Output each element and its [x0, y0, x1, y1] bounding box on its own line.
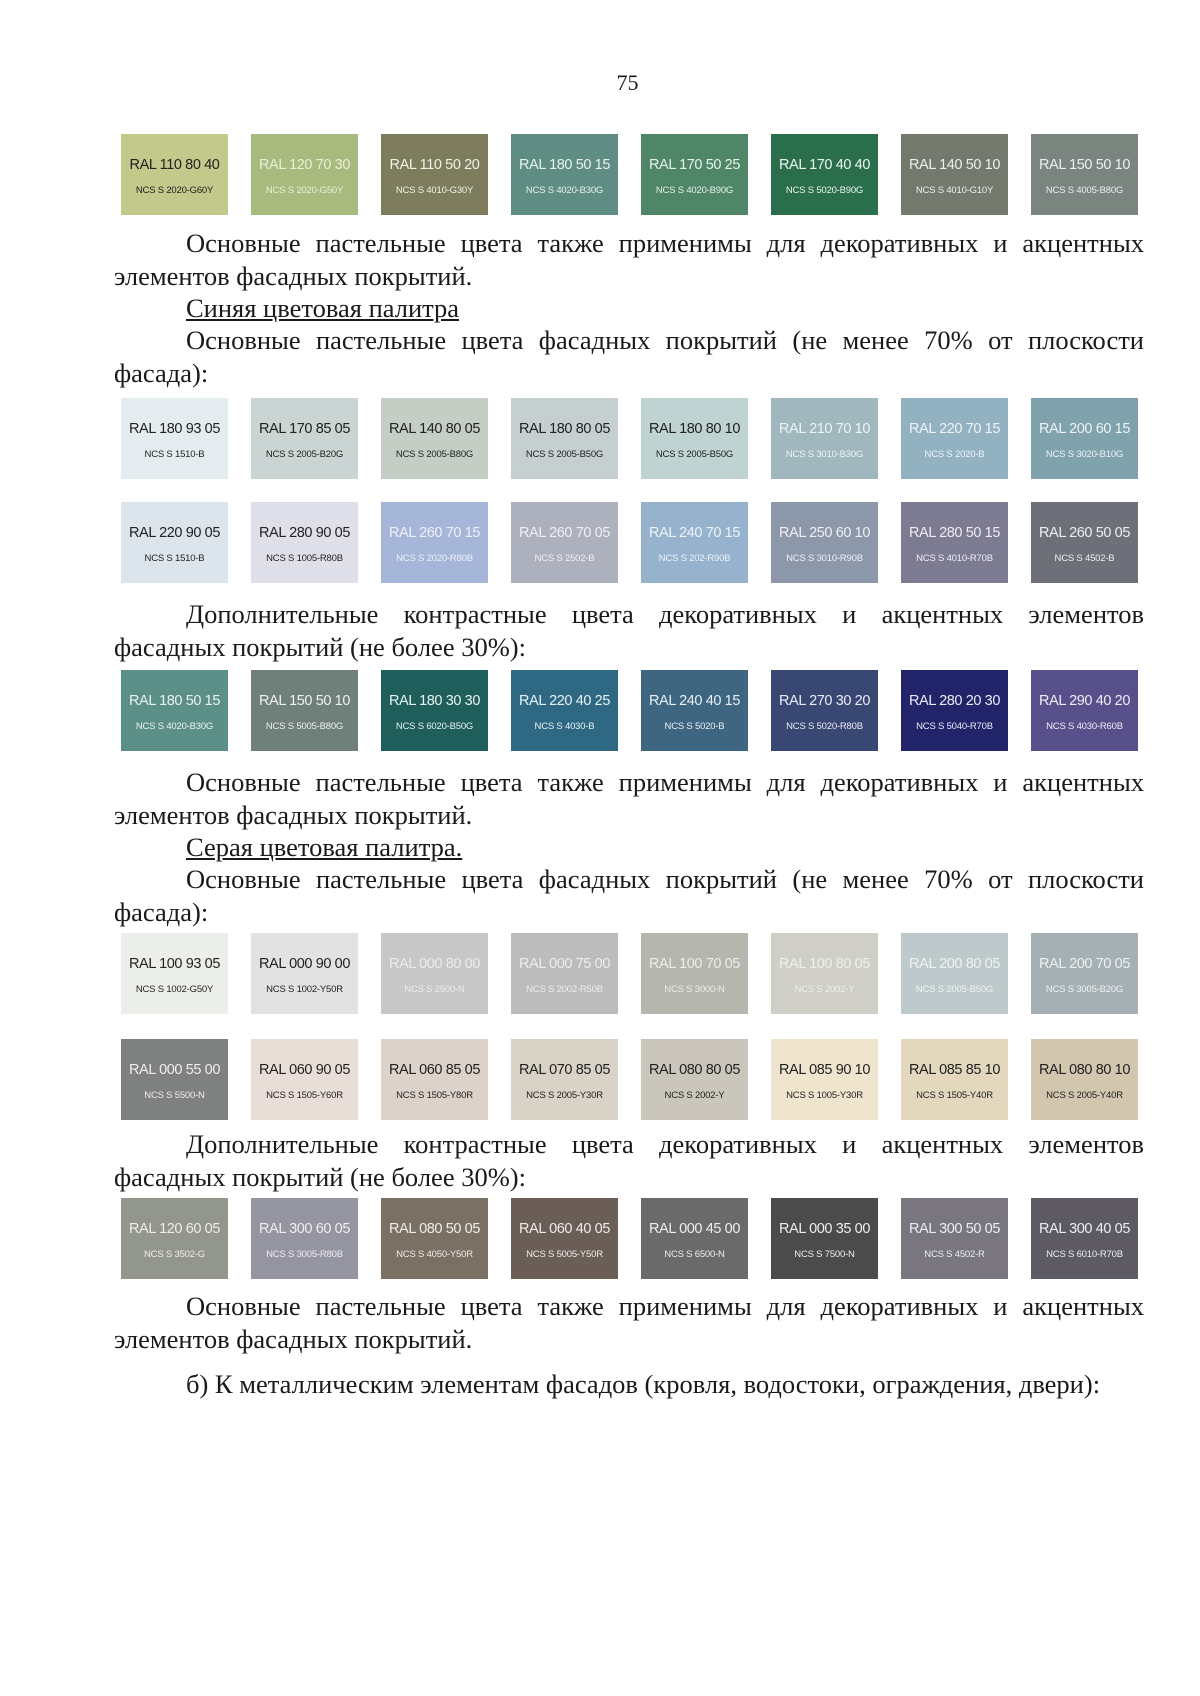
color-swatch	[771, 670, 878, 751]
ral-code: RAL 060 40 05	[518, 1221, 610, 1237]
page-number: 75	[616, 70, 639, 95]
ncs-code: NCS S 2020-G60Y	[135, 185, 214, 196]
color-swatch	[901, 933, 1008, 1014]
ncs-code: NCS S 3020-B10G	[1045, 449, 1124, 460]
ncs-code: NCS S 4502-R	[924, 1249, 985, 1260]
ral-code: RAL 300 50 05	[908, 1221, 1000, 1237]
ncs-code: NCS S 5020-B90G	[785, 185, 864, 196]
swatch-row-green-accent	[121, 134, 1138, 215]
ncs-code: NCS S 3010-B30G	[785, 449, 864, 460]
ncs-code: NCS S 2002-R50B	[526, 984, 603, 995]
ral-code: RAL 150 50 10	[258, 693, 350, 709]
color-swatch	[641, 1039, 748, 1120]
ral-code: RAL 250 60 10	[778, 525, 870, 541]
color-swatch	[121, 1039, 228, 1120]
section-heading-grey: Серая цветовая палитра.	[186, 832, 463, 862]
paragraph: Основные пастельные цвета фасадных покрытий (не менее 70% от плоскости фасада):	[114, 864, 1144, 927]
color-swatch	[511, 933, 618, 1014]
ral-code: RAL 000 80 00	[388, 956, 480, 972]
ncs-code: NCS S 2005-B20G	[265, 449, 344, 460]
color-swatch	[511, 502, 618, 583]
ral-code: RAL 220 90 05	[128, 525, 220, 541]
ral-code: RAL 120 70 30	[258, 157, 350, 173]
paragraph: Основные пастельные цвета также применимы для декоративных и акцентных элементов фасадных покрытий.	[114, 1291, 1144, 1354]
ncs-code: NCS S 3000-N	[664, 984, 725, 995]
swatch-row-blue-main-2	[121, 502, 1138, 583]
ral-code: RAL 300 60 05	[258, 1221, 350, 1237]
color-swatch	[1031, 502, 1138, 583]
ncs-code: NCS S 2005-Y40R	[1046, 1090, 1123, 1101]
ral-code: RAL 270 30 20	[778, 693, 870, 709]
ncs-code: NCS S 5020-R80B	[786, 721, 863, 732]
color-swatch	[511, 398, 618, 479]
color-swatch	[121, 398, 228, 479]
ncs-code: NCS S 3502-G	[144, 1249, 205, 1260]
ncs-code: NCS S 1005-R80B	[266, 553, 343, 564]
ncs-code: NCS S 1002-G50Y	[135, 984, 214, 995]
color-swatch	[381, 134, 488, 215]
ral-code: RAL 260 50 05	[1038, 525, 1130, 541]
ral-code: RAL 110 80 40	[129, 157, 220, 173]
color-swatch	[901, 1198, 1008, 1279]
color-swatch	[121, 1198, 228, 1279]
ral-code: RAL 280 50 15	[908, 525, 1000, 541]
color-swatch	[381, 1198, 488, 1279]
ncs-code: NCS S 4005-B80G	[1045, 185, 1124, 196]
color-swatch	[641, 933, 748, 1014]
paragraph: б) К металлическим элементам фасадов (кровля, водостоки, ограждения, двери):	[186, 1369, 1101, 1399]
ncs-code: NCS S 6500-N	[664, 1249, 725, 1260]
color-swatch	[641, 670, 748, 751]
ral-code: RAL 240 40 15	[648, 693, 740, 709]
ncs-code: NCS S 7500-N	[794, 1249, 855, 1260]
color-swatch	[771, 134, 878, 215]
ncs-code: NCS S 5005-B80G	[265, 721, 344, 732]
ral-code: RAL 060 85 05	[388, 1062, 480, 1078]
ncs-code: NCS S 2005-B50G	[655, 449, 734, 460]
ncs-code: NCS S 2500-N	[404, 984, 465, 995]
color-swatch	[381, 670, 488, 751]
color-swatch	[251, 398, 358, 479]
color-swatch	[121, 670, 228, 751]
color-swatch	[251, 134, 358, 215]
ncs-code: NCS S 1510-B	[144, 553, 205, 564]
ncs-code: NCS S 3005-B20G	[1045, 984, 1124, 995]
ral-code: RAL 120 60 05	[128, 1221, 220, 1237]
ral-code: RAL 140 80 05	[388, 421, 480, 437]
color-swatch	[381, 502, 488, 583]
ncs-code: NCS S 4010-G30Y	[395, 185, 474, 196]
ncs-code: NCS S 4502-B	[1054, 553, 1115, 564]
ral-code: RAL 100 93 05	[128, 956, 220, 972]
ncs-code: NCS S 1005-Y30R	[786, 1090, 863, 1101]
ncs-code: NCS S 4020-B30G	[525, 185, 604, 196]
ral-code: RAL 110 50 20	[389, 157, 480, 173]
color-swatch	[121, 502, 228, 583]
ral-code: RAL 000 55 00	[128, 1062, 220, 1078]
ral-code: RAL 260 70 05	[518, 525, 610, 541]
ncs-code: NCS S 2005-Y30R	[526, 1090, 603, 1101]
ral-code: RAL 180 93 05	[128, 421, 220, 437]
color-swatch	[381, 398, 488, 479]
color-swatch	[121, 134, 228, 215]
ral-code: RAL 260 70 15	[388, 525, 480, 541]
ral-code: RAL 150 50 10	[1038, 157, 1130, 173]
color-swatch	[1031, 933, 1138, 1014]
ral-code: RAL 200 80 05	[908, 956, 1000, 972]
ral-code: RAL 200 70 05	[1038, 956, 1130, 972]
ncs-code: NCS S 1505-Y60R	[266, 1090, 343, 1101]
ral-code: RAL 180 50 15	[518, 157, 610, 173]
ncs-code: NCS S 1505-Y80R	[396, 1090, 473, 1101]
color-swatch	[641, 134, 748, 215]
ncs-code: NCS S 2005-B50G	[915, 984, 994, 995]
color-swatch	[771, 502, 878, 583]
ncs-code: NCS S 4020-B90G	[655, 185, 734, 196]
color-swatch	[381, 933, 488, 1014]
ncs-code: NCS S 5040-R70B	[916, 721, 993, 732]
color-swatch	[641, 398, 748, 479]
ral-code: RAL 180 80 10	[648, 421, 740, 437]
color-swatch	[251, 1039, 358, 1120]
ncs-code: NCS S 6010-R70B	[1046, 1249, 1123, 1260]
ral-code: RAL 085 85 10	[908, 1062, 1000, 1078]
ral-code: RAL 280 90 05	[258, 525, 350, 541]
color-swatch	[251, 670, 358, 751]
ral-code: RAL 290 40 20	[1038, 693, 1130, 709]
ncs-code: NCS S 4020-B30G	[135, 721, 214, 732]
color-swatch	[641, 502, 748, 583]
ral-code: RAL 085 90 10	[778, 1062, 870, 1078]
color-swatch	[771, 933, 878, 1014]
ncs-code: NCS S 2020-G50Y	[265, 185, 344, 196]
ral-code: RAL 170 40 40	[778, 157, 870, 173]
color-swatch	[771, 398, 878, 479]
color-swatch	[901, 1039, 1008, 1120]
ral-code: RAL 000 90 00	[258, 956, 350, 972]
ncs-code: NCS S 4050-Y50R	[396, 1249, 473, 1260]
color-swatch	[641, 1198, 748, 1279]
ncs-code: NCS S 5500-N	[144, 1090, 205, 1101]
paragraph: Дополнительные контрастные цвета декоративных и акцентных элементов фасадных покрытий (не более 30%):	[114, 1129, 1144, 1192]
ral-code: RAL 180 80 05	[518, 421, 610, 437]
ncs-code: NCS S 2020-R80B	[396, 553, 473, 564]
ncs-code: NCS S 3010-R90B	[786, 553, 863, 564]
ncs-code: NCS S 6020-B50G	[395, 721, 474, 732]
color-swatch	[771, 1198, 878, 1279]
ral-code: RAL 080 80 10	[1038, 1062, 1130, 1078]
color-swatch	[511, 1039, 618, 1120]
ral-code: RAL 180 30 30	[388, 693, 480, 709]
color-swatch	[901, 502, 1008, 583]
color-swatch	[251, 933, 358, 1014]
ncs-code: NCS S 3005-R80B	[266, 1249, 343, 1260]
color-swatch	[1031, 1198, 1138, 1279]
ral-code: RAL 000 45 00	[648, 1221, 740, 1237]
ncs-code: NCS S 5005-Y50R	[526, 1249, 603, 1260]
color-swatch	[1031, 670, 1138, 751]
color-swatch	[511, 134, 618, 215]
ral-code: RAL 210 70 10	[778, 421, 870, 437]
ncs-code: NCS S 4030-R60B	[1046, 721, 1123, 732]
ral-code: RAL 170 85 05	[258, 421, 350, 437]
color-swatch	[511, 1198, 618, 1279]
swatch-row-blue-accent	[121, 670, 1138, 751]
ral-code: RAL 140 50 10	[908, 157, 1000, 173]
section-heading-blue: Синяя цветовая палитра	[186, 293, 460, 323]
swatch-row-grey-main-1	[121, 933, 1138, 1014]
ral-code: RAL 300 40 05	[1038, 1221, 1130, 1237]
ncs-code: NCS S 2005-B80G	[395, 449, 474, 460]
ncs-code: NCS S 5020-B	[664, 721, 725, 732]
paragraph: Основные пастельные цвета также применимы для декоративных и акцентных элементов фасадных покрытий.	[114, 767, 1144, 830]
ncs-code: NCS S 4010-G10Y	[915, 185, 994, 196]
ral-code: RAL 170 50 25	[648, 157, 740, 173]
color-swatch	[1031, 398, 1138, 479]
ncs-code: NCS S 4010-R70B	[916, 553, 993, 564]
ncs-code: NCS S 1505-Y40R	[916, 1090, 993, 1101]
swatch-row-grey-accent	[121, 1198, 1138, 1279]
color-swatch	[901, 134, 1008, 215]
ral-code: RAL 220 40 25	[518, 693, 610, 709]
ncs-code: NCS S 2005-B50G	[525, 449, 604, 460]
ncs-code: NCS S 1002-Y50R	[266, 984, 343, 995]
ral-code: RAL 100 70 05	[648, 956, 740, 972]
ral-code: RAL 060 90 05	[258, 1062, 350, 1078]
ral-code: RAL 080 80 05	[648, 1062, 740, 1078]
ral-code: RAL 200 60 15	[1038, 421, 1130, 437]
color-swatch	[901, 398, 1008, 479]
ral-code: RAL 280 20 30	[908, 693, 1000, 709]
ncs-code: NCS S 2002-Y	[664, 1090, 725, 1101]
color-swatch	[121, 933, 228, 1014]
ral-code: RAL 000 35 00	[778, 1221, 870, 1237]
paragraph: Дополнительные контрастные цвета декоративных и акцентных элементов фасадных покрытий (не более 30%):	[114, 599, 1144, 662]
ncs-code: NCS S 2002-Y	[794, 984, 855, 995]
ncs-code: NCS S 2502-B	[534, 553, 595, 564]
color-swatch	[251, 1198, 358, 1279]
color-swatch	[251, 502, 358, 583]
ral-code: RAL 180 50 15	[128, 693, 220, 709]
ral-code: RAL 240 70 15	[648, 525, 740, 541]
color-swatch	[901, 670, 1008, 751]
color-swatch	[771, 1039, 878, 1120]
ncs-code: NCS S 4030-B	[534, 721, 595, 732]
paragraph: Основные пастельные цвета фасадных покрытий (не менее 70% от плоскости фасада):	[114, 325, 1144, 388]
ral-code: RAL 000 75 00	[518, 956, 610, 972]
ncs-code: NCS S 2020-B	[924, 449, 985, 460]
swatch-row-grey-main-2	[121, 1039, 1138, 1120]
color-swatch	[1031, 134, 1138, 215]
ral-code: RAL 080 50 05	[388, 1221, 480, 1237]
color-swatch	[511, 670, 618, 751]
ral-code: RAL 070 85 05	[518, 1062, 610, 1078]
paragraph: Основные пастельные цвета также применимы для декоративных и акцентных элементов фасадных покрытий.	[114, 228, 1144, 291]
ncs-code: NCS S 1510-B	[144, 449, 205, 460]
ncs-code: NCS S 202-R90B	[658, 553, 731, 564]
ral-code: RAL 220 70 15	[908, 421, 1000, 437]
color-swatch	[1031, 1039, 1138, 1120]
ral-code: RAL 100 80 05	[778, 956, 870, 972]
color-swatch	[381, 1039, 488, 1120]
swatch-row-blue-main-1	[121, 398, 1138, 479]
